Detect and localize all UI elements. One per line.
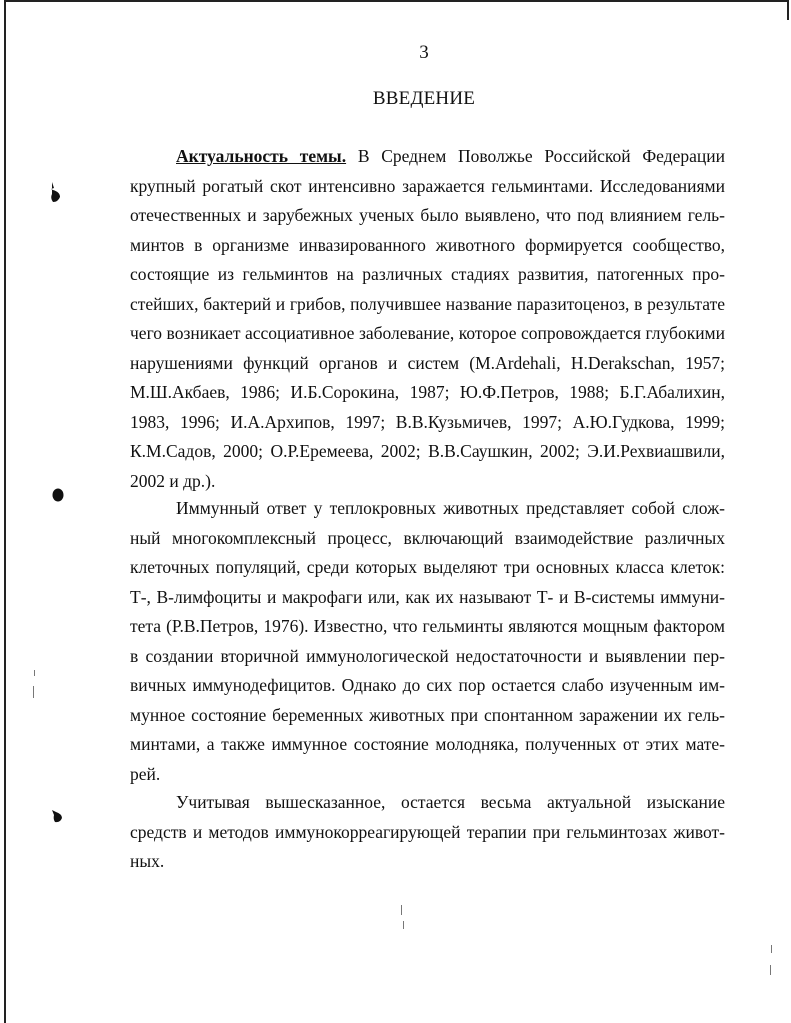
binder-hole-mark	[51, 487, 65, 503]
paragraph-conclusion	[130, 788, 725, 877]
scan-speck	[403, 921, 404, 929]
scan-speck	[771, 945, 772, 953]
scan-border-right	[787, 0, 789, 20]
page-number: 3	[419, 42, 429, 63]
relevance-heading: Актуальность темы.	[176, 146, 347, 166]
paragraph-text: Учитывая вышесказанное, остается весьма актуальной изыскание средств и методов иммунокорреагирующей терапии при гельминтозах животных.	[130, 792, 725, 871]
scan-border-left	[4, 0, 6, 1023]
scan-speck	[770, 965, 771, 975]
paragraph-text: Иммунный ответ у теплокровных животных представляет собой сложный многокомплексный процесс, включающий взаимодействие различных клеточных популяций, среди которых выделяют три основных класса клеток: Т-, В-лимфоциты и макрофаги или, как их называют Т- и В-системы иммунитета (Р.В.Петров, 1976). Известно, что гельминты являются мощным фактором в создании вторичной иммунологической недостаточности и выявлении первичных иммунодефицитов. Однако до сих пор остается слабо изученным иммунное состояние беременных животных при спонтанном заражении их гельминтами, а также иммунное состояние молодняка, полученных от этих матерей.	[130, 498, 725, 784]
page-title: ВВЕДЕНИЕ	[372, 88, 476, 109]
binder-hole-mark	[50, 806, 64, 826]
scan-speck	[401, 905, 402, 915]
paragraph-text: В Среднем Поволжье Российской Федерации крупный рогатый скот интенсивно заражается гельминтами. Исследованиями отечественных и зарубежных ученых было выявлено, что под влиянием гельминтов в организме инвазированного животного формируется сообщество, состоящие из гельминтов на различных стадиях развития, патогенных простейших, бактерий и грибов, получившее название паразитоценоз, в результате чего возникает ассоциативное заболевание, которое сопровождается глубокими нарушениями функций органов и систем (M.Ardehali, H.Derakschan, 1957; М.Ш.Акбаев, 1986; И.Б.Сорокина, 1987; Ю.Ф.Петров, 1988; Б.Г.Абалихин, 1983, 1996; И.А.Архипов, 1997; В.В.Кузьмичев, 1997; А.Ю.Гудкова, 1999; К.М.Садов, 2000; О.Р.Еремеева, 2002; В.В.Саушкин, 2002; Э.И.Рехвиашвили, 2002 и др.).	[130, 146, 725, 491]
scan-border-top	[4, 0, 787, 2]
scan-speck	[34, 670, 35, 676]
paragraph-relevance	[130, 142, 725, 496]
paragraph-immune-response	[130, 494, 725, 789]
binder-hole-mark	[49, 180, 63, 204]
scan-speck	[33, 686, 34, 698]
